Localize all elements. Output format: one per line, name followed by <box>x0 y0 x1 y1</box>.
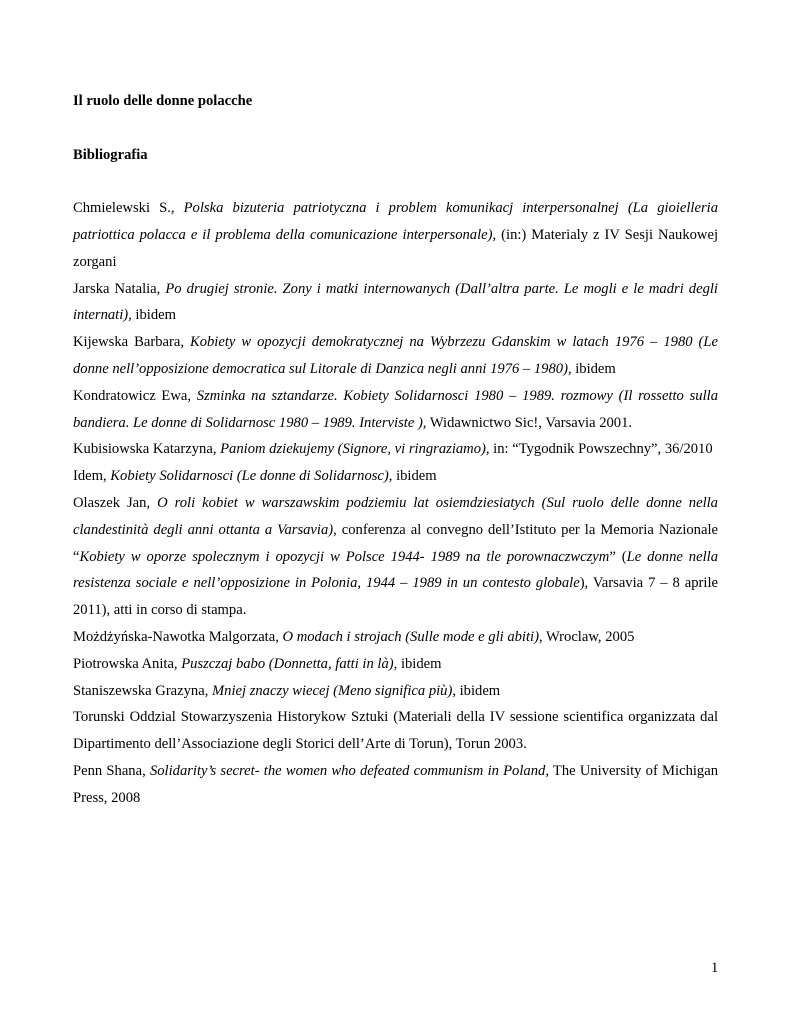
bibliography-entry <box>73 678 718 705</box>
entry-details: , (in:) Materialy z IV Sesji Naukowej zorgani <box>73 226 718 270</box>
entry-details: , conferenza al convegno dell’Istituto per la Memoria Nazionale “ <box>73 521 718 565</box>
page-number: 1 <box>711 960 719 976</box>
entry-author: Idem, <box>73 468 111 485</box>
document-title: Il ruolo delle donne polacche <box>73 93 253 109</box>
entry-title: Paniom dziekujemy (Signore, vi ringraziamo), <box>220 441 490 458</box>
entry-author: Kubisiowska Katarzyna, <box>73 441 221 458</box>
section-heading-bibliografia: Bibliografia <box>73 146 148 163</box>
bibliography-entry <box>73 436 718 463</box>
entry-title: Puszczaj babo (Donnetta, fatti in là) <box>181 655 394 672</box>
bibliography-entry <box>73 704 718 758</box>
entry-title: O modach i strojach (Sulle mode e gli abiti) <box>282 628 539 645</box>
entry-details: ibidem <box>131 307 176 324</box>
entry-author: Jarska Natalia, <box>73 280 166 297</box>
entry-title: Kobiety Solidarnosci (Le donne di Solidarnosc) <box>110 468 389 485</box>
entry-title: O roli kobiet w warszawskim podziemiu lat osiemdziesiatych (Sul ruolo delle donne nella clandestinità degli anni ottanta a Varsavia) <box>73 494 718 538</box>
entry-details: , ibidem <box>567 360 616 377</box>
entry-author: Staniszewska Grazyna, <box>73 682 212 699</box>
entry-details: , The University of Michigan Press, 2008 <box>73 762 718 806</box>
bibliography-entry <box>73 651 718 678</box>
entry-title: Kobiety w opozycji demokratycznej na Wybrzezu Gdanskim w latach 1976 – 1980 (Le donne nell’opposizione democratica sul Litorale di Danzica negli anni 1976 – 1980) <box>73 334 718 377</box>
entry-title: Po drugiej stronie. Zony i matki internowanych (Dall’altra parte. Le mogli e le madri degli internati), <box>73 280 718 324</box>
entry-details: ), Varsavia 7 – 8 aprile 2011), atti in corso di stampa. <box>73 575 719 619</box>
conference-title: Kobiety w oporze spolecznym i opozycji w Polsce 1944- 1989 na tle porownaczwczym <box>79 548 610 565</box>
entry-details: , ibidem <box>393 655 442 672</box>
entry-details: Widawnictwo Sic!, Varsavia 2001. <box>426 414 633 431</box>
entry-details: , Wroclaw, 2005 <box>538 628 635 645</box>
document-body <box>73 88 718 812</box>
entry-author: Możdżyńska-Nawotka Malgorzata, <box>73 628 283 645</box>
entry-author: Piotrowska Anita, <box>73 655 182 672</box>
entry-author: Kijewska Barbara, <box>73 334 190 351</box>
bibliography-entry <box>73 624 718 651</box>
entry-details: , ibidem <box>388 468 437 485</box>
entry-details: in: “Tygodnik Powszechny”, 36/2010 <box>489 441 713 458</box>
bibliography-entry <box>73 383 718 437</box>
bibliography-entry <box>73 195 718 275</box>
entry-author: Chmielewski S., <box>73 200 184 217</box>
bibliography-entry <box>73 329 718 383</box>
entry-text: Torunski Oddzial Stowarzyszenia Historykow Sztuki (Materiali della IV sessione scientifica organizzata dal Dipartimento dell’Associazione degli Storici dell’Arte di Torun), Torun 2003. <box>73 709 718 753</box>
entry-details: , ibidem <box>452 682 501 699</box>
entry-author: Olaszek Jan, <box>73 494 158 511</box>
entry-author: Penn Shana, <box>73 762 150 779</box>
entry-title: Solidarity’s secret- the women who defeated communism in Poland <box>149 762 546 779</box>
entry-author: Kondratowicz Ewa, <box>73 387 197 404</box>
bibliography-entry <box>73 490 718 624</box>
conference-title-translation: Le donne nella resistenza sociale e nell’opposizione in Polonia, 1944 – 1989 in un contesto globale <box>73 548 718 592</box>
bibliography-entry <box>73 463 718 490</box>
entry-title: Szminka na sztandarze. Kobiety Solidarnosci 1980 – 1989. rozmowy (Il rossetto sulla bandiera. Le donne di Solidarnosc 1980 – 1989. Interviste ), <box>73 387 718 431</box>
entry-title: Polska bizuteria patriotyczna i problem komunikacj interpersonalnej (La gioielleria patriottica polacca e il problema della comunicazione interpersonale) <box>73 200 718 243</box>
bibliography-entry <box>73 758 718 812</box>
bibliography-entry <box>73 276 718 330</box>
entry-title: Mniej znaczy wiecej (Meno significa più) <box>212 682 453 699</box>
entry-punctuation: ” ( <box>609 548 627 565</box>
